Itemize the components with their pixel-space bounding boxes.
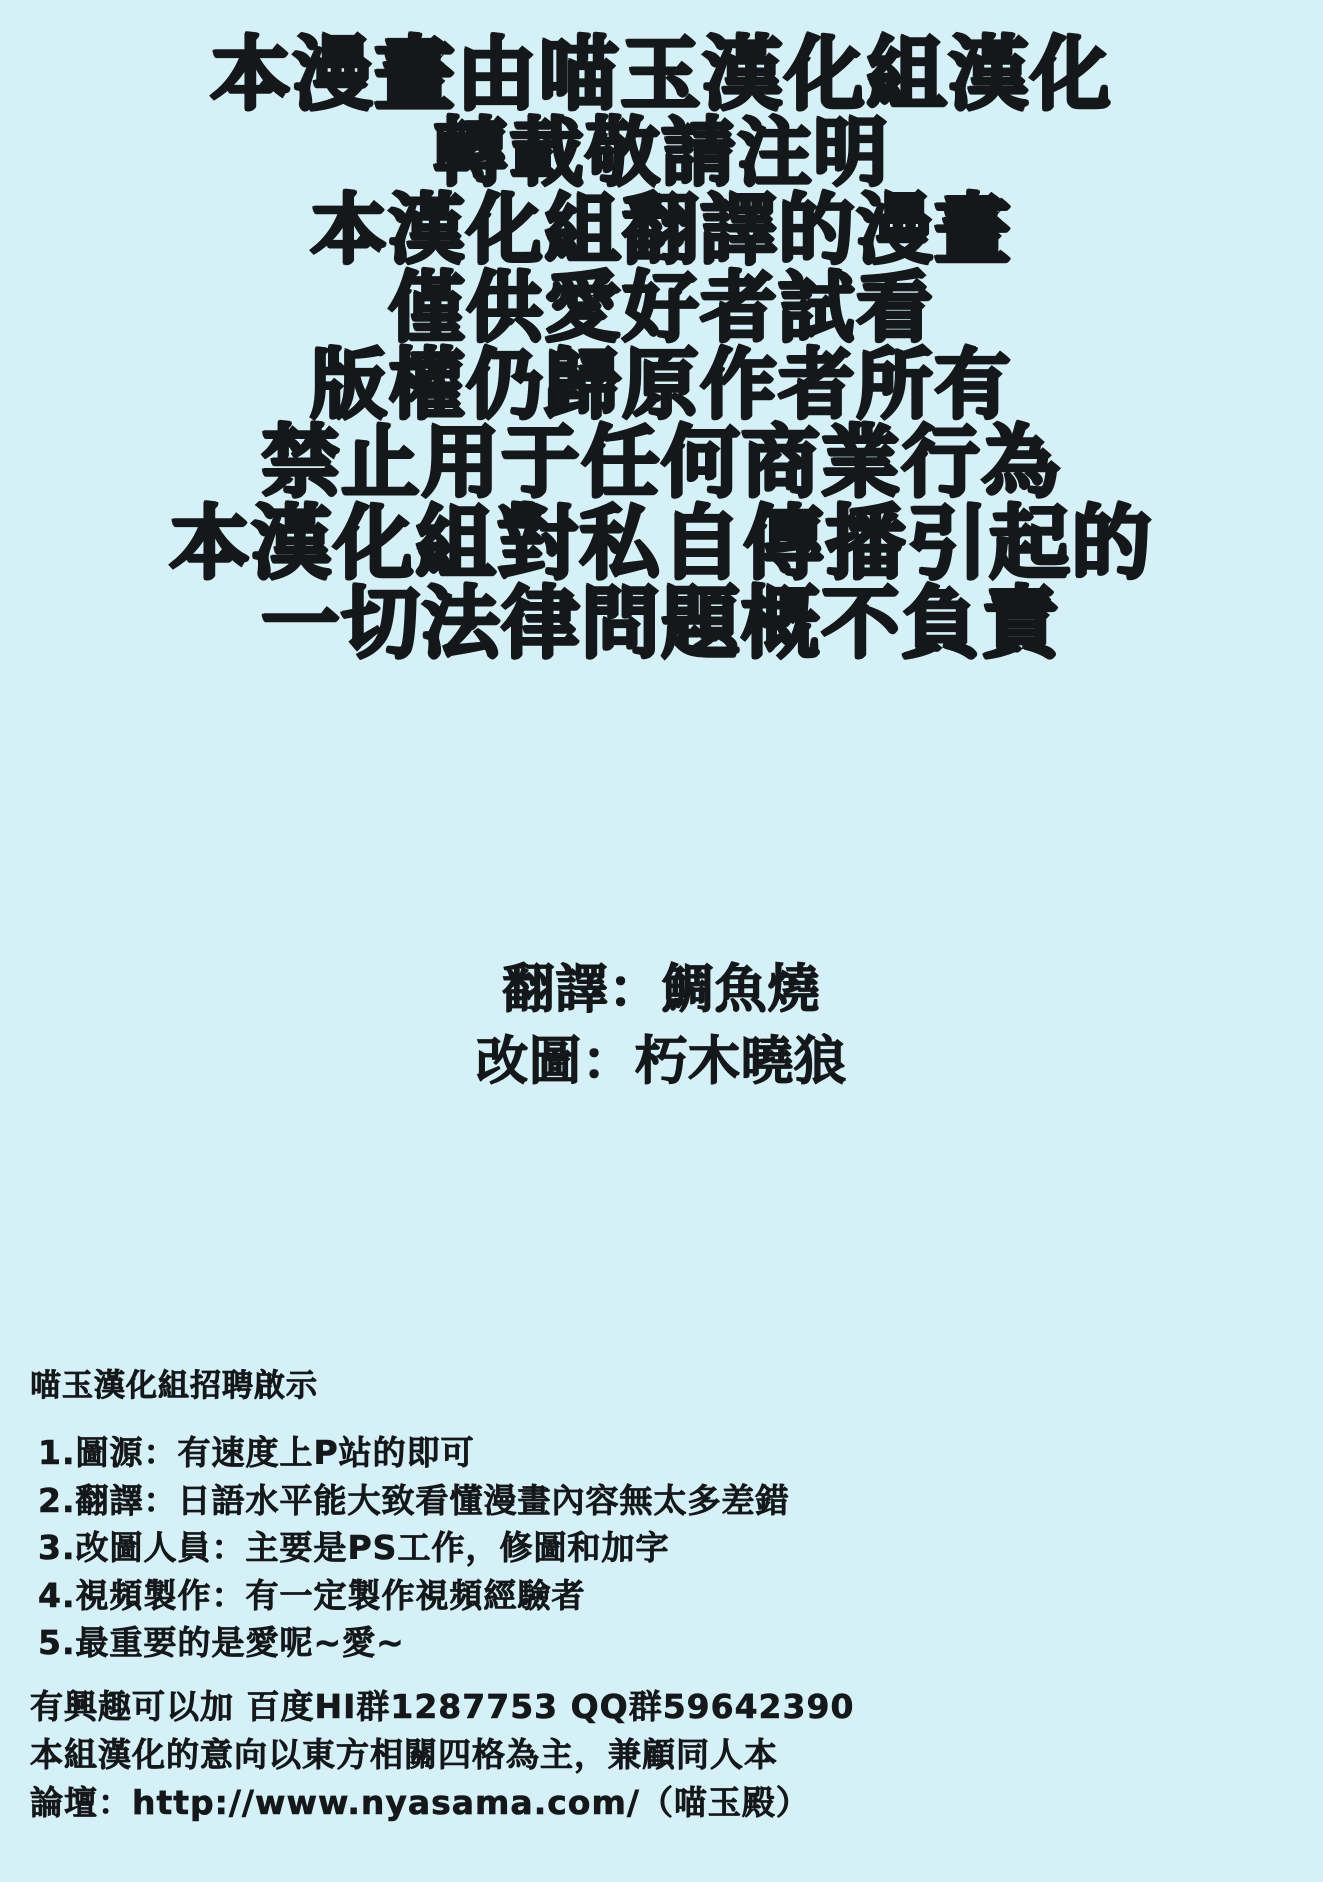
recruitment-item-5: 5.最重要的是愛呢~愛~ <box>38 1623 405 1663</box>
typesetter-credit: 改圖：朽木曉狼 <box>475 1031 847 1092</box>
recruitment-footer <box>30 1683 1290 1828</box>
recruitment-heading: 喵玉漢化組招聘啟示 <box>30 1368 318 1404</box>
scope-line: 本組漢化的意向以東方相關四格為主，兼顧同人本 <box>30 1734 778 1774</box>
disclaimer-line-6: 禁止用于任何商業行為 <box>261 417 1062 508</box>
disclaimer-line-7: 本漢化組對私自傳播引起的 <box>169 497 1154 591</box>
disclaimer-line-1: 本漫畫由喵玉漢化組漢化 <box>210 28 1113 121</box>
contact-groups-line: 有興趣可以加 百度HI群1287753 QQ群59642390 <box>30 1686 855 1726</box>
recruitment-item-4: 4.視頻製作：有一定製作視頻經驗者 <box>38 1575 586 1615</box>
disclaimer-block <box>0 28 1323 669</box>
recruitment-item-3: 3.改圖人員：主要是PS工作，修圖和加字 <box>38 1528 670 1568</box>
disclaimer-line-8: 一切法律問題概不負責 <box>261 578 1062 669</box>
translator-credit: 翻譯：鯛魚燒 <box>502 960 821 1020</box>
disclaimer-line-5: 版權仍歸原作者所有 <box>310 340 1013 430</box>
disclaimer-line-4: 僅供愛好者試看 <box>388 262 935 352</box>
recruitment-item-2: 2.翻譯：日語水平能大致看懂漫畫內容無太多差錯 <box>38 1480 790 1520</box>
disclaimer-line-2: 轉載敬請注明 <box>433 109 890 196</box>
recruitment-block <box>30 1360 1290 1827</box>
disclaimer-line-3: 本漢化組翻譯的漫畫 <box>310 185 1013 275</box>
credits-block <box>0 955 1323 1099</box>
recruitment-item-1: 1.圖源：有速度上P站的即可 <box>38 1433 475 1472</box>
forum-url-line: 論壇：http://www.nyasama.com/（喵玉殿） <box>30 1782 810 1822</box>
